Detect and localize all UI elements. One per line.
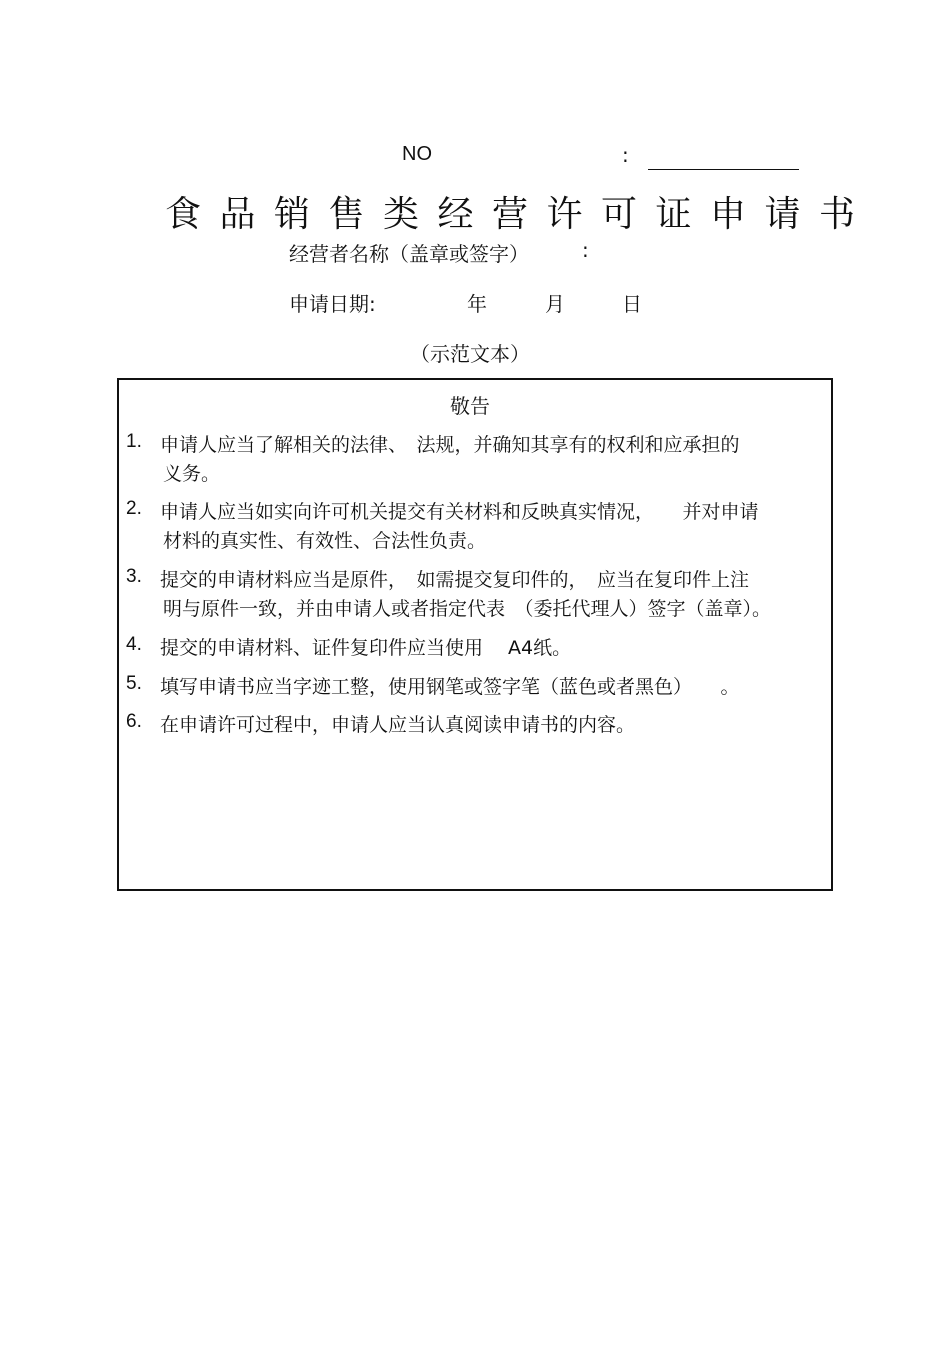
notice-heading: 敬告 bbox=[450, 394, 490, 418]
notice-item-6-line-1: 在申请许可过程中，申请人应当认真阅读申请书的内容。 bbox=[160, 714, 636, 736]
notice-item-5-line-1: 填写申请书应当字迹工整，使用钢笔或签字笔（蓝色或者黑色） 。 bbox=[160, 676, 740, 698]
sample-text-note: （示范文本） bbox=[410, 342, 530, 366]
notice-item-1-number: 1. bbox=[126, 431, 142, 452]
date-month-label: 月 bbox=[545, 292, 565, 316]
notice-item-6-number: 6. bbox=[126, 711, 142, 732]
operator-name-label: 经营者名称（盖章或签字） bbox=[289, 242, 529, 266]
notice-item-2-number: 2. bbox=[126, 498, 142, 519]
no-label: NO bbox=[402, 143, 432, 165]
notice-item-3-line-1: 提交的申请材料应当是原件， 如需提交复印件的， 应当在复印件上注 bbox=[160, 569, 750, 591]
notice-item-3-line-2: 明与原件一致，并由申请人或者指定代表 （委托代理人）签字（盖章）。 bbox=[163, 598, 772, 620]
notice-item-4-number: 4. bbox=[126, 634, 142, 655]
date-day-label: 日 bbox=[622, 292, 642, 316]
notice-item-2-line-1: 申请人应当如实向许可机关提交有关材料和反映真实情况， 并对申请 bbox=[160, 501, 759, 523]
no-fill-line[interactable] bbox=[648, 169, 799, 170]
date-year-label: 年 bbox=[467, 292, 487, 316]
notice-item-2-line-2: 材料的真实性、有效性、合法性负责。 bbox=[163, 530, 487, 552]
application-date-label: 申请日期: bbox=[289, 292, 376, 316]
page-title: 食品销售类经营许可证申请书 bbox=[165, 194, 874, 235]
notice-item-1-line-1: 申请人应当了解相关的法律、 法规，并确知其享有的权利和应承担的 bbox=[160, 434, 740, 456]
notice-item-5-number: 5. bbox=[126, 673, 142, 694]
notice-item-1-line-2: 义务。 bbox=[163, 463, 221, 485]
no-colon: : bbox=[622, 143, 629, 167]
notice-item-3-number: 3. bbox=[126, 566, 142, 587]
notice-item-4-line-1: 提交的申请材料、证件复印件应当使用 A4纸。 bbox=[160, 637, 572, 659]
operator-name-colon: : bbox=[582, 238, 589, 262]
